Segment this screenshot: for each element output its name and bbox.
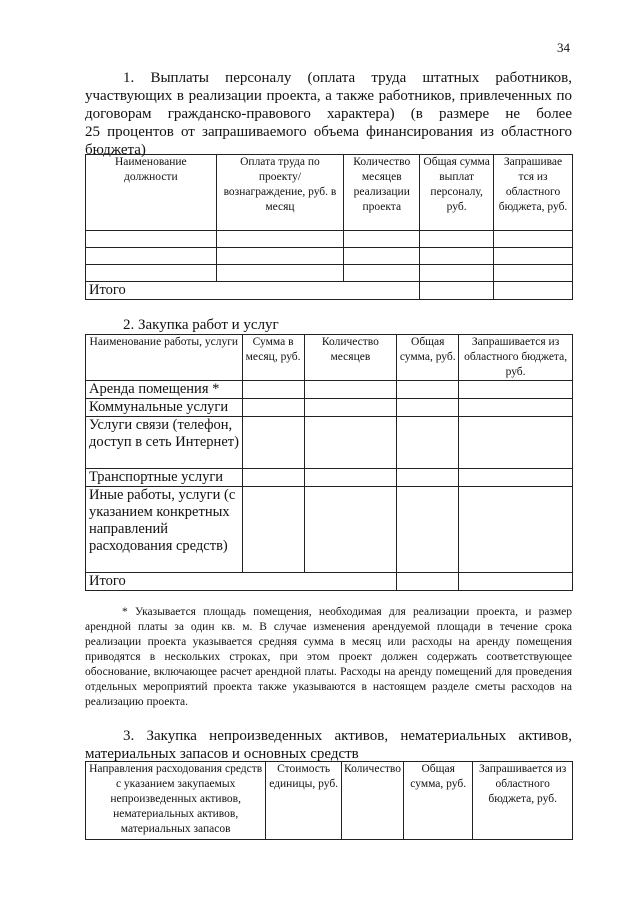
section1-line-4: 25 процентов от запрашиваемого объема финансирования из областного: [85, 124, 572, 140]
header-work-name: Наименование работы, услуги: [86, 335, 243, 381]
header-months-count: Количество месяцев: [304, 335, 397, 381]
row-other-services: Иные работы, услуги (с указанием конкретных направлений расходования средств): [86, 487, 243, 573]
table-row: [86, 487, 573, 573]
header-unit-cost: Стоимость единицы, руб.: [266, 762, 342, 840]
works-services-table: [85, 334, 573, 591]
section1-line-1: 1. Выплаты персоналу (оплата труда штатных работников,: [123, 70, 572, 86]
header-salary: Оплата труда по проекту/ вознаграждение, руб. в месяц: [216, 155, 344, 231]
table-row: [86, 399, 573, 417]
assets-table: [85, 761, 573, 840]
header-monthly-sum: Сумма в месяц, руб.: [242, 335, 304, 381]
header-total-amount: Общая сумма, руб.: [403, 762, 472, 840]
total-label: Итого: [86, 573, 397, 591]
table-row: [86, 417, 573, 469]
staff-payments-table: [85, 154, 573, 300]
section1-line-2: участвующих в реализации проекта, а также работников, привлеченных по: [85, 88, 572, 104]
table-row: [86, 231, 573, 248]
header-total: Общая сумма выплат персоналу, руб.: [420, 155, 494, 231]
section3-line-1: 3. Закупка непроизведенных активов, нематериальных активов,: [123, 728, 572, 744]
row-transport: Транспортные услуги: [86, 469, 243, 487]
header-position: Наименование должности: [86, 155, 217, 231]
table-row: [86, 248, 573, 265]
page-number: 34: [557, 40, 570, 55]
section3-heading: [85, 727, 572, 763]
header-requested-budget: Запрашивается из областного бюджета, руб.: [473, 762, 573, 840]
table-row: [86, 265, 573, 282]
section1-line-5: бюджета): [85, 142, 146, 158]
section3-line-2: материальных запасов и основных средств: [85, 746, 359, 762]
table-row: [86, 282, 573, 300]
header-requested: Запрашивае тся из областного бюджета, руб.: [494, 155, 573, 231]
header-expense-direction: Направления расходования средств с указанием закупаемых непроизведенных активов, нематериальных активов, материальных запасов: [86, 762, 266, 840]
header-quantity: Количество: [341, 762, 403, 840]
row-utilities: Коммунальные услуги: [86, 399, 243, 417]
header-requested-funds: Запрашивается из областного бюджета, руб.: [459, 335, 573, 381]
section2-title: 2. Закупка работ и услуг: [123, 317, 279, 333]
row-rent: Аренда помещения *: [86, 381, 243, 399]
total-label: Итого: [86, 282, 420, 300]
table-row: [86, 469, 573, 487]
table-row: [86, 573, 573, 591]
header-total-sum: Общая сумма, руб.: [397, 335, 459, 381]
row-communication: Услуги связи (телефон, доступ в сеть Интернет): [86, 417, 243, 469]
header-months: Количество месяцев реализации проекта: [344, 155, 420, 231]
footnote: * Указывается площадь помещения, необходимая для реализации проекта, и размер арендной платы за один кв. м. В случае изменения арендуемой площади в течение срока реализации проекта указывается средняя сумма в месяц или расходы на аренду помещения приводятся в нескольких строках, при этом проект должен содержать соответствующее обоснование, включающее расчет арендной платы. Расходы на аренду помещений для проведения отдельных мероприятий проекта также указываются в настоящем разделе сметы расходов на реализацию проекта.: [85, 606, 572, 708]
section1-heading: [85, 69, 572, 159]
table-row: [86, 381, 573, 399]
section1-line-3: договорам гражданско-правового характера) (в размере не более: [85, 106, 572, 122]
